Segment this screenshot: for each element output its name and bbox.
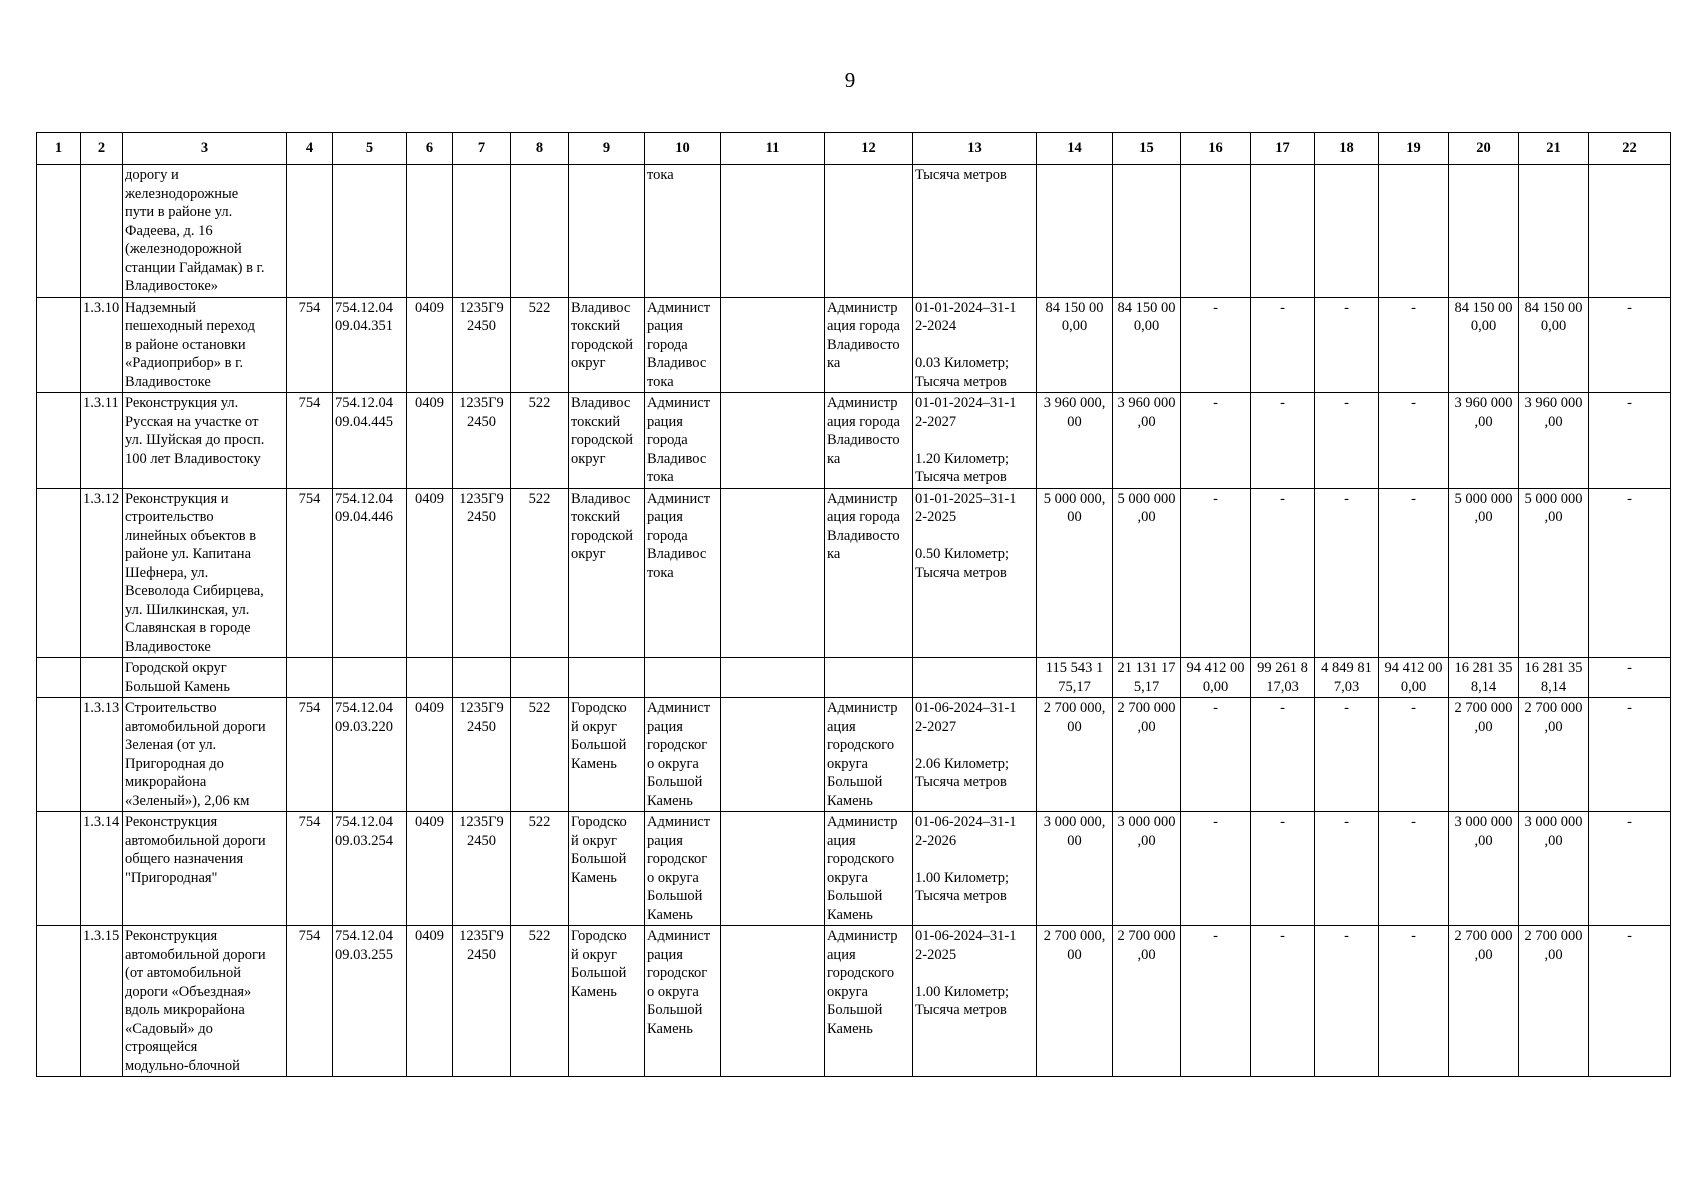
cell-col-17: -: [1251, 488, 1315, 658]
cell-col-1: [37, 698, 81, 812]
cell-col-19: -: [1379, 393, 1449, 489]
cell-col-5: 754.12.04 09.04.445: [333, 393, 407, 489]
cell-col-11: [721, 393, 825, 489]
cell-col-22: -: [1589, 393, 1671, 489]
cell-col-8: 522: [511, 698, 569, 812]
column-header-10: 10: [645, 133, 721, 165]
column-header-13: 13: [913, 133, 1037, 165]
cell-col-2: 1.3.15: [81, 926, 123, 1077]
cell-col-6: 0409: [407, 812, 453, 926]
cell-col-15: [1113, 165, 1181, 298]
cell-col-21: 5 000 000 ,00: [1519, 488, 1589, 658]
cell-col-10: [645, 658, 721, 698]
cell-col-18: -: [1315, 393, 1379, 489]
cell-col-6: 0409: [407, 393, 453, 489]
cell-col-7: 1235Г9 2450: [453, 393, 511, 489]
cell-col-19: -: [1379, 926, 1449, 1077]
cell-col-22: [1589, 165, 1671, 298]
cell-col-14: 3 960 000, 00: [1037, 393, 1113, 489]
cell-col-15: 2 700 000 ,00: [1113, 698, 1181, 812]
cell-col-12: Администр ация города Владивосто ка: [825, 297, 913, 393]
cell-col-21: 3 000 000 ,00: [1519, 812, 1589, 926]
cell-col-11: [721, 926, 825, 1077]
cell-col-13: Тысяча метров: [913, 165, 1037, 298]
cell-col-15: 2 700 000 ,00: [1113, 926, 1181, 1077]
cell-col-10: Админист рация города Владивос тока: [645, 297, 721, 393]
cell-col-20: 2 700 000 ,00: [1449, 926, 1519, 1077]
cell-col-18: [1315, 165, 1379, 298]
cell-col-17: 99 261 8 17,03: [1251, 658, 1315, 698]
cell-col-17: -: [1251, 393, 1315, 489]
cell-col-10: тока: [645, 165, 721, 298]
column-header-9: 9: [569, 133, 645, 165]
cell-col-4: 754: [287, 393, 333, 489]
cell-col-20: [1449, 165, 1519, 298]
table-row: [37, 698, 1671, 812]
cell-col-14: 2 700 000, 00: [1037, 926, 1113, 1077]
cell-col-18: -: [1315, 297, 1379, 393]
cell-col-14: [1037, 165, 1113, 298]
cell-col-21: [1519, 165, 1589, 298]
cell-col-20: 16 281 35 8,14: [1449, 658, 1519, 698]
cell-col-21: 84 150 00 0,00: [1519, 297, 1589, 393]
table-row: [37, 488, 1671, 658]
cell-col-3: дорогу и железнодорожные пути в районе ул. Фадеева, д. 16 (железнодорожной станции Гайдамак) в г. Владивостоке»: [123, 165, 287, 298]
cell-col-18: 4 849 81 7,03: [1315, 658, 1379, 698]
cell-col-1: [37, 297, 81, 393]
cell-col-15: 84 150 00 0,00: [1113, 297, 1181, 393]
cell-col-15: 21 131 17 5,17: [1113, 658, 1181, 698]
budget-table: [36, 132, 1671, 1077]
column-header-5: 5: [333, 133, 407, 165]
cell-col-2: 1.3.14: [81, 812, 123, 926]
cell-col-14: 115 543 1 75,17: [1037, 658, 1113, 698]
cell-col-10: Админист рация городског о округа Большой Камень: [645, 698, 721, 812]
cell-col-4: 754: [287, 698, 333, 812]
table-row: [37, 393, 1671, 489]
cell-col-16: -: [1181, 926, 1251, 1077]
column-header-7: 7: [453, 133, 511, 165]
cell-col-7: [453, 165, 511, 298]
cell-col-17: -: [1251, 812, 1315, 926]
cell-col-7: [453, 658, 511, 698]
cell-col-17: -: [1251, 926, 1315, 1077]
cell-col-13: 01-01-2024–31-1 2-2024 0.03 Километр; Тысяча метров: [913, 297, 1037, 393]
cell-col-19: [1379, 165, 1449, 298]
column-header-11: 11: [721, 133, 825, 165]
cell-col-17: -: [1251, 297, 1315, 393]
cell-col-5: 754.12.04 09.03.255: [333, 926, 407, 1077]
cell-col-18: -: [1315, 926, 1379, 1077]
cell-col-9: Владивос токский городской округ: [569, 488, 645, 658]
cell-col-22: -: [1589, 812, 1671, 926]
cell-col-7: 1235Г9 2450: [453, 812, 511, 926]
cell-col-7: 1235Г9 2450: [453, 488, 511, 658]
cell-col-15: 5 000 000 ,00: [1113, 488, 1181, 658]
column-header-15: 15: [1113, 133, 1181, 165]
cell-col-19: -: [1379, 698, 1449, 812]
cell-col-11: [721, 658, 825, 698]
cell-col-19: -: [1379, 812, 1449, 926]
cell-col-2: 1.3.13: [81, 698, 123, 812]
cell-col-9: Городско й округ Большой Камень: [569, 698, 645, 812]
column-header-2: 2: [81, 133, 123, 165]
column-header-17: 17: [1251, 133, 1315, 165]
cell-col-9: Владивос токский городской округ: [569, 393, 645, 489]
cell-col-7: 1235Г9 2450: [453, 698, 511, 812]
cell-col-21: 16 281 35 8,14: [1519, 658, 1589, 698]
cell-col-20: 3 960 000 ,00: [1449, 393, 1519, 489]
column-header-18: 18: [1315, 133, 1379, 165]
cell-col-20: 84 150 00 0,00: [1449, 297, 1519, 393]
cell-col-2: 1.3.10: [81, 297, 123, 393]
header-row: [37, 133, 1671, 165]
cell-col-11: [721, 812, 825, 926]
cell-col-16: -: [1181, 488, 1251, 658]
cell-col-13: [913, 658, 1037, 698]
cell-col-22: -: [1589, 698, 1671, 812]
cell-col-12: [825, 165, 913, 298]
cell-col-6: [407, 658, 453, 698]
cell-col-20: 3 000 000 ,00: [1449, 812, 1519, 926]
column-header-4: 4: [287, 133, 333, 165]
table-row: [37, 165, 1671, 298]
cell-col-22: -: [1589, 658, 1671, 698]
cell-col-14: 3 000 000, 00: [1037, 812, 1113, 926]
cell-col-9: [569, 658, 645, 698]
cell-col-12: Администр ация города Владивосто ка: [825, 488, 913, 658]
table-row: [37, 297, 1671, 393]
cell-col-13: 01-06-2024–31-1 2-2025 1.00 Километр; Тысяча метров: [913, 926, 1037, 1077]
cell-col-16: -: [1181, 297, 1251, 393]
cell-col-14: 2 700 000, 00: [1037, 698, 1113, 812]
cell-col-18: -: [1315, 488, 1379, 658]
column-header-6: 6: [407, 133, 453, 165]
cell-col-21: 3 960 000 ,00: [1519, 393, 1589, 489]
cell-col-2: [81, 658, 123, 698]
cell-col-7: 1235Г9 2450: [453, 926, 511, 1077]
cell-col-3: Надземный пешеходный переход в районе остановки «Радиоприбор» в г. Владивостоке: [123, 297, 287, 393]
cell-col-8: 522: [511, 297, 569, 393]
cell-col-2: 1.3.12: [81, 488, 123, 658]
cell-col-1: [37, 488, 81, 658]
column-header-19: 19: [1379, 133, 1449, 165]
cell-col-1: [37, 658, 81, 698]
column-header-1: 1: [37, 133, 81, 165]
cell-col-6: 0409: [407, 698, 453, 812]
cell-col-18: -: [1315, 698, 1379, 812]
cell-col-12: Администр ация городского округа Большой Камень: [825, 926, 913, 1077]
cell-col-8: 522: [511, 926, 569, 1077]
cell-col-3: Строительство автомобильной дороги Зеленая (от ул. Пригородная до микрорайона «Зеленый»), 2,06 км: [123, 698, 287, 812]
cell-col-19: -: [1379, 297, 1449, 393]
cell-col-9: Городско й округ Большой Камень: [569, 812, 645, 926]
cell-col-8: 522: [511, 812, 569, 926]
column-header-21: 21: [1519, 133, 1589, 165]
cell-col-11: [721, 698, 825, 812]
cell-col-10: Админист рация городског о округа Большой Камень: [645, 926, 721, 1077]
cell-col-12: Администр ация городского округа Большой Камень: [825, 812, 913, 926]
column-header-3: 3: [123, 133, 287, 165]
cell-col-13: 01-06-2024–31-1 2-2026 1.00 Километр; Тысяча метров: [913, 812, 1037, 926]
cell-col-10: Админист рация городског о округа Большой Камень: [645, 812, 721, 926]
cell-col-9: Городско й округ Большой Камень: [569, 926, 645, 1077]
cell-col-20: 5 000 000 ,00: [1449, 488, 1519, 658]
page-number: 9: [844, 68, 856, 92]
cell-col-3: Реконструкция автомобильной дороги общего назначения "Пригородная": [123, 812, 287, 926]
cell-col-22: -: [1589, 926, 1671, 1077]
cell-col-1: [37, 812, 81, 926]
cell-col-4: 754: [287, 926, 333, 1077]
cell-col-16: 94 412 00 0,00: [1181, 658, 1251, 698]
column-header-14: 14: [1037, 133, 1113, 165]
column-header-20: 20: [1449, 133, 1519, 165]
cell-col-1: [37, 926, 81, 1077]
cell-col-12: Администр ация городского округа Большой Камень: [825, 698, 913, 812]
cell-col-8: 522: [511, 488, 569, 658]
cell-col-5: 754.12.04 09.04.351: [333, 297, 407, 393]
cell-col-4: [287, 165, 333, 298]
cell-col-5: [333, 658, 407, 698]
table-row: [37, 812, 1671, 926]
cell-col-13: 01-01-2025–31-1 2-2025 0.50 Километр; Тысяча метров: [913, 488, 1037, 658]
column-header-12: 12: [825, 133, 913, 165]
cell-col-16: -: [1181, 812, 1251, 926]
cell-col-16: -: [1181, 698, 1251, 812]
cell-col-5: 754.12.04 09.04.446: [333, 488, 407, 658]
cell-col-22: -: [1589, 297, 1671, 393]
cell-col-5: 754.12.04 09.03.254: [333, 812, 407, 926]
cell-col-9: [569, 165, 645, 298]
cell-col-14: 5 000 000, 00: [1037, 488, 1113, 658]
cell-col-8: 522: [511, 393, 569, 489]
cell-col-4: 754: [287, 812, 333, 926]
cell-col-6: 0409: [407, 488, 453, 658]
cell-col-1: [37, 165, 81, 298]
cell-col-11: [721, 165, 825, 298]
column-header-8: 8: [511, 133, 569, 165]
cell-col-17: -: [1251, 698, 1315, 812]
cell-col-7: 1235Г9 2450: [453, 297, 511, 393]
cell-col-11: [721, 297, 825, 393]
cell-col-18: -: [1315, 812, 1379, 926]
cell-col-6: 0409: [407, 297, 453, 393]
cell-col-3: Городской округ Большой Камень: [123, 658, 287, 698]
cell-col-15: 3 960 000 ,00: [1113, 393, 1181, 489]
cell-col-6: [407, 165, 453, 298]
cell-col-10: Админист рация города Владивос тока: [645, 393, 721, 489]
cell-col-22: -: [1589, 488, 1671, 658]
cell-col-13: 01-06-2024–31-1 2-2027 2.06 Километр; Тысяча метров: [913, 698, 1037, 812]
cell-col-3: Реконструкция ул. Русская на участке от ул. Шуйская до просп. 100 лет Владивостоку: [123, 393, 287, 489]
cell-col-8: [511, 165, 569, 298]
cell-col-3: Реконструкция автомобильной дороги (от автомобильной дороги «Объездная» вдоль микрорайона «Садовый» до строящейся модульно-блочной: [123, 926, 287, 1077]
cell-col-6: 0409: [407, 926, 453, 1077]
cell-col-21: 2 700 000 ,00: [1519, 698, 1589, 812]
cell-col-20: 2 700 000 ,00: [1449, 698, 1519, 812]
cell-col-17: [1251, 165, 1315, 298]
cell-col-12: Администр ация города Владивосто ка: [825, 393, 913, 489]
cell-col-14: 84 150 00 0,00: [1037, 297, 1113, 393]
cell-col-4: 754: [287, 297, 333, 393]
cell-col-4: 754: [287, 488, 333, 658]
cell-col-5: 754.12.04 09.03.220: [333, 698, 407, 812]
cell-col-19: 94 412 00 0,00: [1379, 658, 1449, 698]
cell-col-21: 2 700 000 ,00: [1519, 926, 1589, 1077]
column-header-16: 16: [1181, 133, 1251, 165]
cell-col-12: [825, 658, 913, 698]
cell-col-4: [287, 658, 333, 698]
cell-col-11: [721, 488, 825, 658]
cell-col-16: [1181, 165, 1251, 298]
cell-col-2: 1.3.11: [81, 393, 123, 489]
cell-col-10: Админист рация города Владивос тока: [645, 488, 721, 658]
cell-col-9: Владивос токский городской округ: [569, 297, 645, 393]
column-header-22: 22: [1589, 133, 1671, 165]
cell-col-5: [333, 165, 407, 298]
cell-col-15: 3 000 000 ,00: [1113, 812, 1181, 926]
cell-col-3: Реконструкция и строительство линейных объектов в районе ул. Капитана Шефнера, ул. Всеволода Сибирцева, ул. Шилкинская, ул. Славянская в городе Владивостоке: [123, 488, 287, 658]
cell-col-19: -: [1379, 488, 1449, 658]
cell-col-8: [511, 658, 569, 698]
cell-col-16: -: [1181, 393, 1251, 489]
cell-col-2: [81, 165, 123, 298]
table-row: [37, 926, 1671, 1077]
table-row: [37, 658, 1671, 698]
cell-col-13: 01-01-2024–31-1 2-2027 1.20 Километр; Тысяча метров: [913, 393, 1037, 489]
cell-col-1: [37, 393, 81, 489]
